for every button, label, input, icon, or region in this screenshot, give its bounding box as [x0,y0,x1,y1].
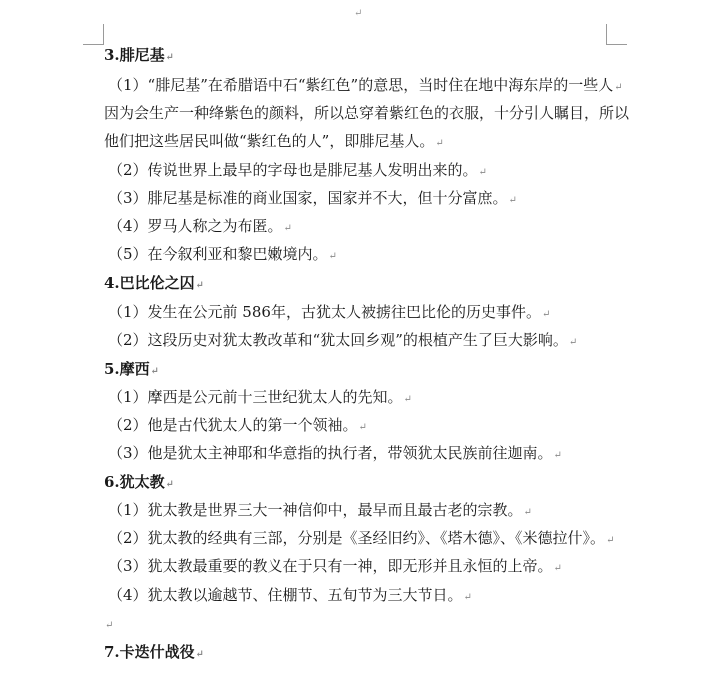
paragraph-line [104,386,412,411]
line-text: 因为会生产一种绛紫色的颜料，所以总穿着紫红色的衣服，十分引人瞩目，所以 [104,104,630,122]
paragraph-mark: ↵ [435,138,444,149]
top-left-margin-mark [83,24,104,45]
paragraph-mark: ↵ [105,620,114,631]
paragraph-mark: ↵ [568,337,578,348]
paragraph-line [104,329,577,354]
paragraph-mark: ↵ [150,366,160,377]
paragraph-line [104,74,623,99]
line-text: 4.巴比伦之囚 [104,274,195,292]
section-heading [104,272,204,297]
paragraph-line [104,555,562,580]
paragraph-mark: ↵ [541,309,551,320]
paragraph-line [104,159,487,184]
paragraph-line [104,130,444,155]
line-text: 5.摩西 [104,360,150,378]
line-text: （5）在今叙利亚和黎巴嫩境内。 [108,245,328,263]
paragraph-line [104,215,292,240]
paragraph-line [104,584,472,609]
empty-paragraph [104,612,113,637]
line-text: （3）犹太教最重要的教义在于只有一神，即无形并且永恒的上帝。 [108,557,553,575]
line-text: （3）腓尼基是标准的商业国家，国家并不大，但十分富庶。 [108,189,508,207]
top-paragraph-mark: ↵ [354,8,363,19]
paragraph-mark: ↵ [165,479,175,490]
paragraph-line [104,301,550,326]
line-text: （2）传说世界上最早的字母也是腓尼基人发明出来的。 [108,161,478,179]
paragraph-mark: ↵ [195,280,205,291]
paragraph-line [104,102,629,124]
line-text: （1）发生在公元前 586年，古犹太人被掳往巴比伦的历史事件。 [108,303,541,321]
line-text: （2）这段历史对犹太教改革和“犹太回乡观”的根植产生了巨大影响。 [108,331,568,349]
top-right-margin-mark [606,24,627,45]
paragraph-mark: ↵ [614,82,623,93]
line-text: 6.犹太教 [104,473,165,491]
paragraph-mark: ↵ [508,195,517,206]
section-heading [104,358,159,383]
line-text: 3.腓尼基 [104,46,165,64]
section-heading [104,44,174,69]
paragraph-mark: ↵ [463,592,472,603]
line-text: （4）罗马人称之为布匿。 [108,217,283,235]
line-text: 他们把这些居民叫做“紫红色的人”，即腓尼基人。 [104,132,435,150]
paragraph-mark: ↵ [606,535,615,546]
paragraph-line [104,414,367,439]
paragraph-line [104,442,562,467]
line-text: （1）“腓尼基”在希腊语中石“紫红色”的意思，当时住在地中海东岸的一些人 [108,76,614,94]
paragraph-line [104,243,337,268]
paragraph-mark: ↵ [358,422,367,433]
line-text: （4）犹太教以逾越节、住棚节、五旬节为三大节日。 [108,586,463,604]
paragraph-mark: ↵ [195,649,205,660]
paragraph-mark: ↵ [283,223,292,234]
section-heading [104,641,204,666]
line-text: （2）犹太教的经典有三部，分别是《圣经旧约》、《塔木德》、《米德拉什》。 [108,529,606,547]
line-text: （3）他是犹太主神耶和华意指的执行者，带领犹太民族前往迦南。 [108,444,553,462]
paragraph-mark: ↵ [403,394,412,405]
paragraph-line [104,499,532,524]
paragraph-mark: ↵ [553,563,562,574]
paragraph-mark: ↵ [523,507,532,518]
line-text: （1）摩西是公元前十三世纪犹太人的先知。 [108,388,403,406]
line-text: 7.卡迭什战役 [104,643,195,661]
paragraph-mark: ↵ [478,167,487,178]
paragraph-mark: ↵ [328,251,337,262]
line-text: （2）他是古代犹太人的第一个领袖。 [108,416,358,434]
paragraph-mark: ↵ [553,450,562,461]
line-text: （1）犹太教是世界三大一神信仰中，最早而且最古老的宗教。 [108,501,523,519]
section-heading [104,471,174,496]
paragraph-line [104,527,614,552]
paragraph-line [104,187,517,212]
paragraph-mark: ↵ [165,52,175,63]
